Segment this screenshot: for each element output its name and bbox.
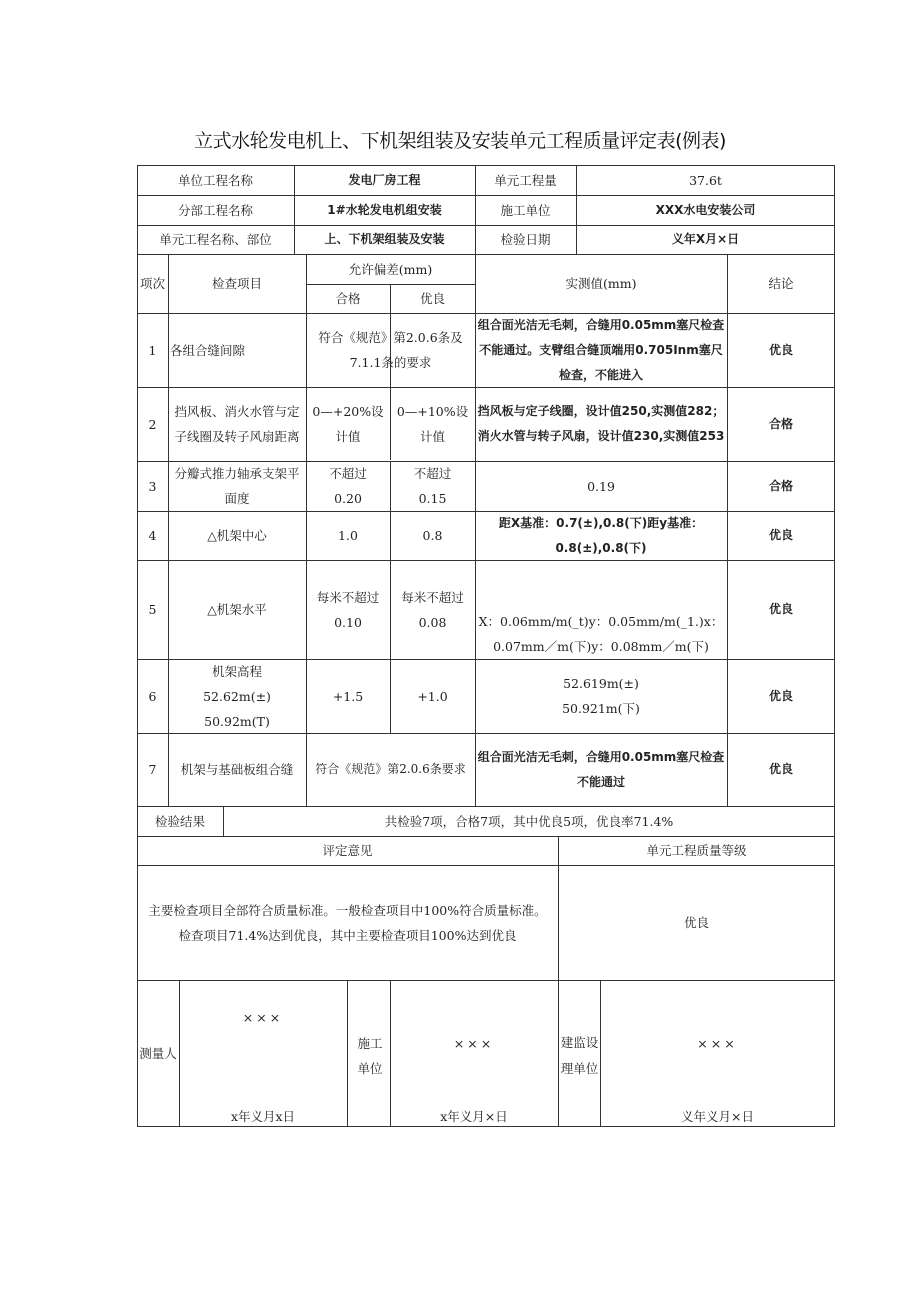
row-qualified: +1.5 xyxy=(332,688,364,704)
row-qualified: 符合《规范》第2.0.6条及7.1.1条的要求 xyxy=(318,330,463,370)
surveyor-date: x年义月x日 xyxy=(230,1108,296,1124)
row-no: 1 xyxy=(148,342,157,358)
surveyor-label: 测量人 xyxy=(139,1045,177,1061)
row-no: 5 xyxy=(148,602,157,617)
row-item-line: 52.62m(±) xyxy=(203,688,271,704)
row-measured: 挡风板与定子线圈，设计值250,实测值282；消火水管与转子风扇，设计值230,实测值253 xyxy=(477,404,725,443)
contractor-value: XXX水电安装公司 xyxy=(655,202,756,217)
col-rule xyxy=(347,980,348,1126)
element-qty-value: 37.6t xyxy=(689,172,722,188)
row-no: 4 xyxy=(148,528,157,543)
row-item: △机架中心 xyxy=(207,528,267,543)
row-excellent: 0.8 xyxy=(422,528,443,543)
row-item xyxy=(168,659,306,733)
row-measured-line: 52.619m(±) xyxy=(563,676,639,691)
contractor-sign-label: 施工单位 xyxy=(357,1036,383,1076)
opinion-label: 评定意见 xyxy=(322,843,373,858)
row-conclusion: 优良 xyxy=(768,342,793,357)
row-measured: 距X基准：0.7(±),0.8(下)距y基准：0.8(±),0.8(下) xyxy=(498,515,704,555)
row-excellent: 每米不超过 0.08 xyxy=(401,589,464,630)
division-label: 分部工程名称 xyxy=(177,202,253,218)
row-conclusion: 合格 xyxy=(768,478,793,493)
row-item: 机架与基础板组合缝 xyxy=(180,762,294,777)
row-measured xyxy=(475,659,727,733)
row-no: 7 xyxy=(148,762,157,777)
row-conclusion: 优良 xyxy=(768,528,793,542)
row-excellent: 0—+10%设计值 xyxy=(396,404,469,444)
row-item: △机架水平 xyxy=(207,602,267,617)
row-qualified: 每米不超过 0.10 xyxy=(316,589,380,630)
form-title: 立式水轮发电机上、下机架组装及安装单元工程质量评定表(例表) xyxy=(194,130,726,152)
row-rule xyxy=(137,980,835,981)
col-no-header: 项次 xyxy=(139,276,165,291)
row-conclusion: 合格 xyxy=(768,416,793,431)
inspect-date-value: 义年X月×日 xyxy=(671,232,740,246)
supervisor-label: 建监设理单位 xyxy=(560,1035,599,1076)
contractor-date: x年义月×日 xyxy=(440,1108,508,1124)
row-no: 3 xyxy=(148,478,157,494)
contractor-label: 施工单位 xyxy=(500,202,551,218)
col-qualified-header: 合格 xyxy=(335,291,361,306)
result-value: 共检验7项，合格7项，其中优良5项，优良率71.4% xyxy=(384,813,674,829)
row-no: 2 xyxy=(148,416,157,432)
row-measured-line: 50.921m(下) xyxy=(562,701,640,716)
row-no: 6 xyxy=(148,688,157,704)
row-item: 各组合缝间隙 xyxy=(170,342,246,358)
supervisor-sign: ××× xyxy=(697,1035,738,1051)
col-item-header: 检查项目 xyxy=(211,276,262,291)
col-tolerance-header: 允许偏差(mm) xyxy=(348,261,433,277)
element-qty-label: 单元工程量 xyxy=(494,172,557,188)
row-qualified: 0—+20%设计值 xyxy=(312,404,384,444)
row-qualified: 符合《规范》第2.0.6条要求 xyxy=(315,762,466,776)
row-measured: X：0.06mm/m(_t)y：0.05mm/m(_1.)x：0.07mm／m(下)y：0.08mm／m(下) xyxy=(478,614,724,654)
inspect-date-label: 检验日期 xyxy=(500,232,551,247)
col-excellent-header: 优良 xyxy=(419,291,445,306)
row-excellent: +1.0 xyxy=(417,688,448,704)
contractor-sign: ××× xyxy=(453,1035,495,1051)
row-item: 分瓣式推力轴承支架平面度 xyxy=(174,466,300,506)
result-label: 检验结果 xyxy=(154,813,205,829)
row-qualified: 不超过 0.20 xyxy=(329,466,367,506)
row-measured: 组合面光洁无毛刺，合缝用0.05mm塞尺检查不能通过。支臂组合缝顶端用0.705Inm塞尺检查，不能进入 xyxy=(477,317,725,382)
unit-project-value: 发电厂房工程 xyxy=(348,172,421,187)
row-excellent: 不超过 0.15 xyxy=(413,466,452,506)
opinion-text: 主要检查项目全部符合质量标准。一般检查项目中100%符合质量标准。检查项目71.4%达到优良，其中主要检查项目100%达到优良 xyxy=(148,902,547,943)
row-qualified: 1.0 xyxy=(338,528,358,543)
element-name-label: 单元工程名称、部位 xyxy=(159,232,272,247)
element-name-value: 上、下机架组装及安装 xyxy=(324,232,445,246)
row-measured: 0.19 xyxy=(587,478,615,494)
grade-value: 优良 xyxy=(683,915,709,930)
row-conclusion: 优良 xyxy=(768,602,793,616)
division-value: 1#水轮发电机组安装 xyxy=(327,202,442,217)
row-item: 挡风板、消火水管与定子线圈及转子风扇距离 xyxy=(174,404,300,444)
row-item-line: 机架高程 xyxy=(211,663,262,679)
row-measured: 组合面光洁无毛刺，合缝用0.05mm塞尺检查不能通过 xyxy=(477,749,725,789)
col-measured-header: 实测值(mm) xyxy=(565,276,637,291)
row-conclusion: 优良 xyxy=(768,688,793,703)
surveyor-sign: ××× xyxy=(242,1010,284,1025)
row-item-line: 50.92m(T) xyxy=(204,713,270,729)
col-conclusion-header: 结论 xyxy=(768,276,794,291)
supervisor-date: 义年义月×日 xyxy=(681,1108,754,1124)
grade-label: 单元工程质量等级 xyxy=(646,843,747,858)
row-conclusion: 优良 xyxy=(768,762,793,776)
unit-project-label: 单位工程名称 xyxy=(177,172,253,188)
